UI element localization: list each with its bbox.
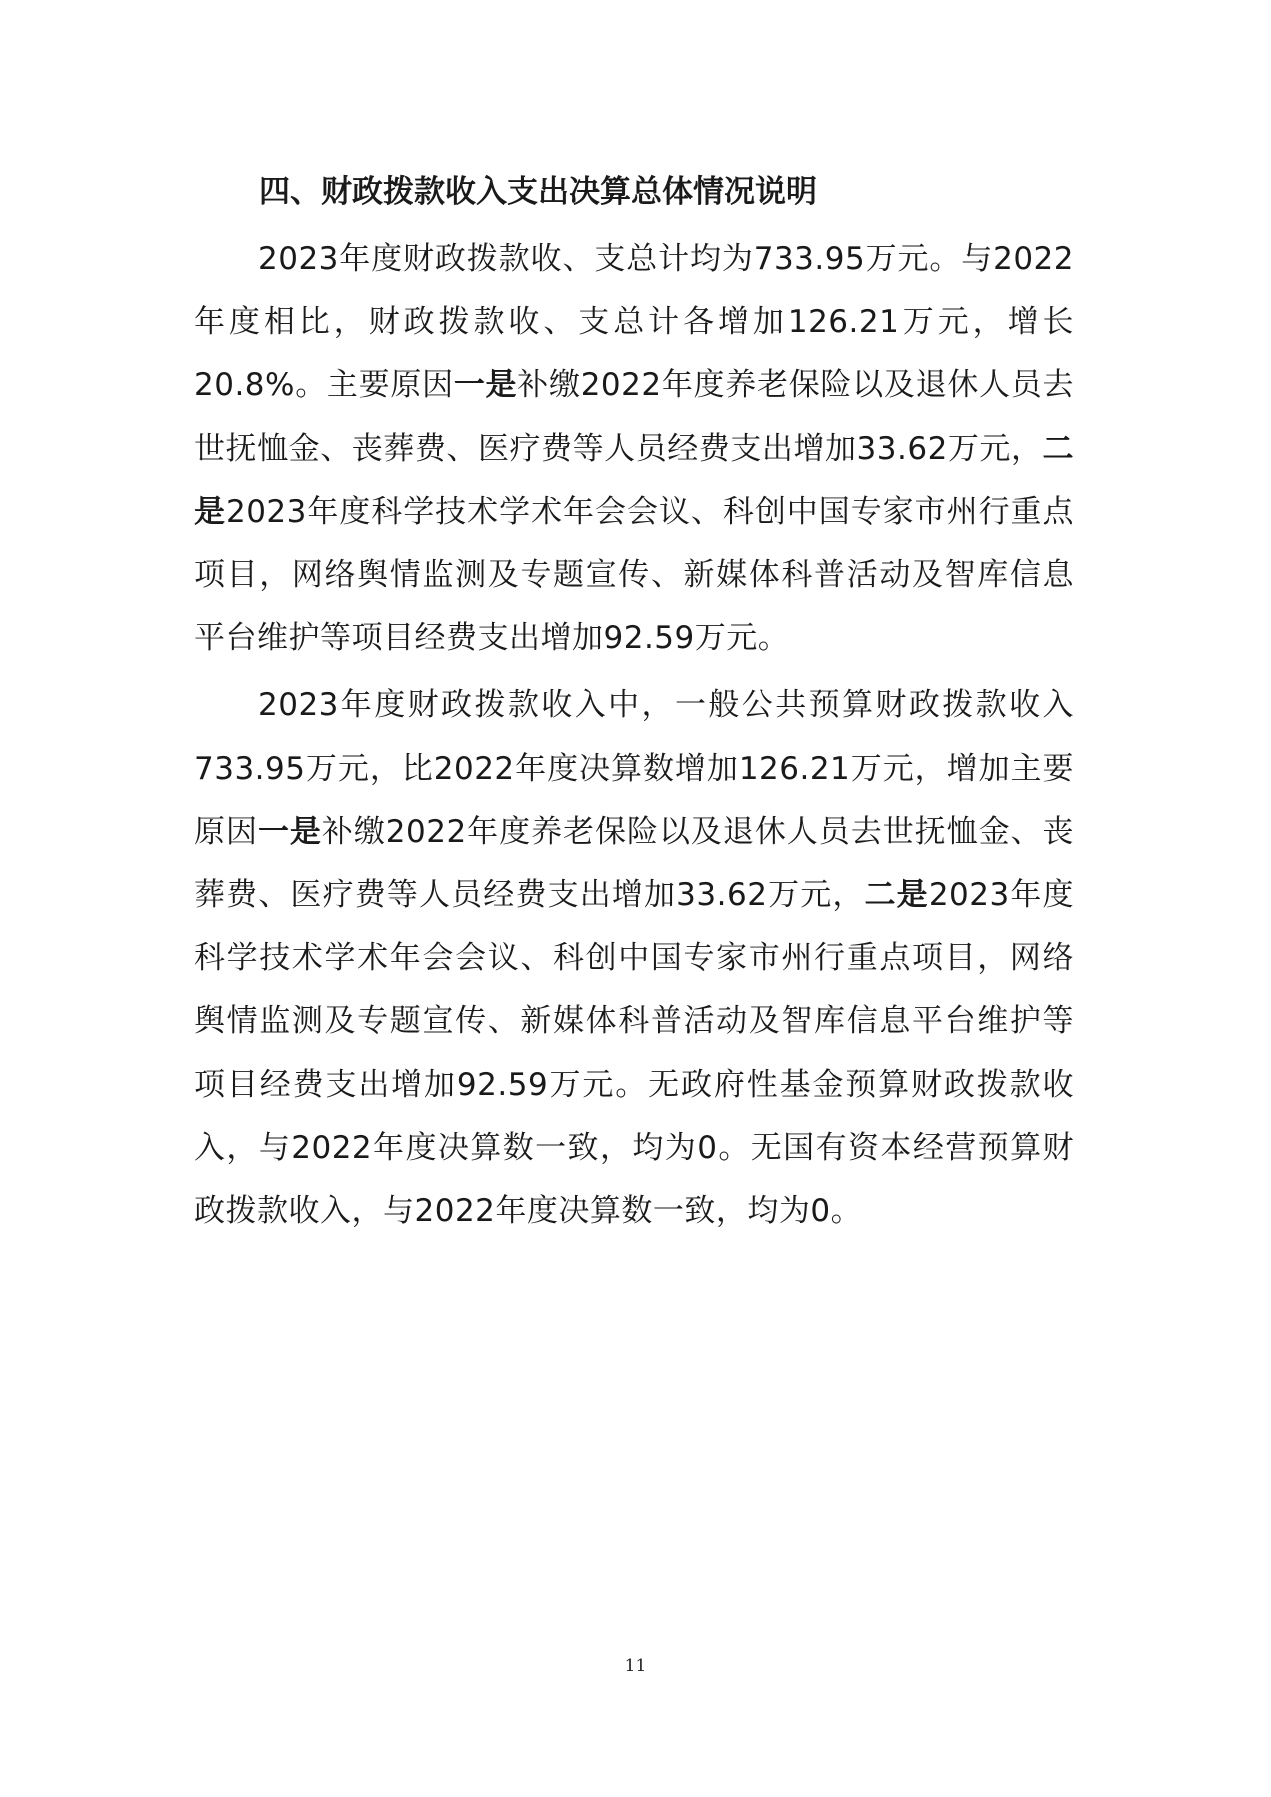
paragraph-1 [194,228,1074,670]
page-number: 11 [624,1656,647,1676]
paragraph-1-text: 2023年度科学技术学术年会会议、科创中国专家市州行重点项目，网络舆情监测及专题宣传、新媒体科普活动及智库信息平台维护等项目经费支出增加92.59万元。 [194,493,1075,657]
paragraph-2 [194,674,1074,1243]
paragraph-2-text: 2023年度科学技术学术年会会议、科创中国专家市州行重点项目，网络舆情监测及专题宣传、新媒体科普活动及智库信息平台维护等项目经费支出增加92.59万元。无政府性基金预算财政拨款收入，与2022年度决算数一致，均为0。无国有资本经营预算财政拨款收入，与2022年度决算数一致，均为0。 [194,877,1074,1230]
section-content [194,160,1074,1243]
paragraph-2-point-one: 一是 [257,813,322,850]
section-heading: 四、财政拨款收入支出决算总体情况说明 [259,174,817,210]
paragraph-1-point-one: 一是 [453,367,518,404]
paragraph-2-point-two: 二是 [864,877,929,914]
paragraph-1-text: 2023年度财政拨款收、支总计均为733.95万元。与2022年度相比，财政拨款收、支总计各增加126.21万元，增长20.8%。主要原因 [194,241,1074,404]
paragraph-2-text: 2023年度财政拨款收入中，一般公共预算财政拨款收入733.95万元，比2022年度决算数增加126.21万元，增加主要原因 [194,687,1074,850]
paragraph-2-text: 补缴2022年度养老保险以及退休人员去世抚恤金、丧葬费、医疗费等人员经费支出增加33.62万元， [194,813,1075,914]
paragraph-1-point-two: 二是 [194,430,1074,530]
paragraph-1-text: 补缴2022年度养老保险以及退休人员去世抚恤金、丧葬费、医疗费等人员经费支出增加33.62万元， [194,367,1074,467]
